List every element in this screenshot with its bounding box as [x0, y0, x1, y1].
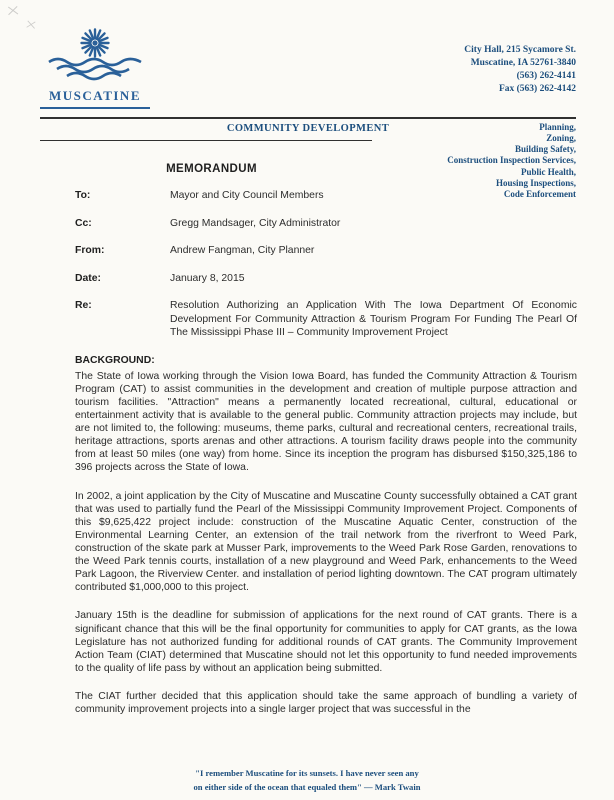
service-item: Public Health, [520, 166, 576, 177]
quote-line: on either side of the ocean that equaled them" — Mark Twain [193, 781, 421, 792]
address-line: Muscatine, IA 52761-3840 [470, 58, 576, 69]
body-paragraph: The CIAT further decided that this application should take the same approach of bundling a variety of community improvement projects into a single larger project that was successful in the [75, 691, 577, 716]
quote-line: "I remember Muscatine for its sunsets. I have never seen any [195, 768, 419, 779]
pencil-mark-icon [7, 5, 19, 17]
service-item: Code Enforcement [503, 188, 576, 199]
field-label: Re: [75, 300, 92, 312]
field-row-cc [75, 217, 577, 231]
department-divider [40, 140, 372, 141]
service-item: Zoning, [546, 133, 576, 144]
fax-line: Fax (563) 262-4142 [498, 84, 576, 95]
service-item: Building Safety, [514, 144, 576, 155]
muscatine-logo-icon [41, 28, 149, 82]
services-list [447, 122, 576, 200]
muscatine-logo [40, 28, 150, 109]
pencil-mark-icon [25, 19, 37, 31]
service-item: Housing Inspections, [495, 177, 576, 188]
address-block [464, 28, 576, 96]
phone-line: (563) 262-4141 [516, 71, 576, 82]
field-row-re [75, 299, 577, 340]
field-value: January 8, 2015 [170, 272, 245, 284]
river-waves-icon [49, 59, 141, 79]
field-label: Date: [75, 272, 101, 284]
field-value: Andrew Fangman, City Planner [170, 245, 315, 257]
letterhead [0, 0, 614, 109]
memo-body [75, 354, 577, 717]
field-value: Resolution Authorizing an Application With The Iowa Department Of Economic Development For Community Attraction & Tourism Program For Funding The Pearl Of The Mississippi Phase III – Community Improvement Project [170, 300, 577, 339]
memo-title: MEMORANDUM [166, 163, 257, 175]
field-value: Gregg Mandsager, City Administrator [170, 217, 341, 229]
logo-wordmark: MUSCATINE [49, 88, 141, 103]
field-row-date [75, 272, 577, 286]
body-paragraph: The State of Iowa working through the Vision Iowa Board, has funded the Community Attraction & Tourism Program (CAT) to assist communities in the development and creation of multiple purpose attraction and tourism facilities. "Attraction" means a permanently located recreational, cultural, educational or entertainment activity that is available to the general public. Community attraction projects may include, but are not limited to, the following: museums, theme parks, cultural and recreational centers, recreational trails, heritage attractions, sports arenas and other attractions. A tourism facility draws people into the community from at least 50 miles (one way) from home. Since its inception the program has disbursed $150,325,186 to 396 projects across the State of Iowa. [75, 370, 577, 474]
background-heading: BACKGROUND: [75, 354, 155, 366]
address-line: City Hall, 215 Sycamore St. [464, 45, 576, 55]
field-value: Mayor and City Council Members [170, 190, 324, 201]
memo-fields [75, 189, 577, 340]
body-paragraph: January 15th is the deadline for submission of applications for the next round of CAT grants. There is a significant chance that this will be the final opportunity for communities to apply for CAT grants, as the Iowa Legislature has not authorized funding for additional rounds of CAT grants. The Community Improvement Action Team (CIAT) determined that Muscatine should not let this opportunity to fund needed improvements to the quality of life pass by without an application being submitted. [75, 610, 577, 674]
department-title: COMMUNITY DEVELOPMENT [226, 123, 390, 134]
service-item: Construction Inspection Services, [447, 155, 576, 166]
field-row-from [75, 244, 577, 258]
field-label: From: [75, 245, 105, 257]
body-paragraph: In 2002, a joint application by the City of Muscatine and Muscatine County successfully obtained a CAT grant that was used to partially fund the Pearl of the Mississippi Community Improvement Project. Components of this $9,625,422 project include: construction of the Muscatine Aquatic Center, construction of the Environmental Learning Center, an extension of the trail network from the riverfront to Weed Park, construction of the skate park at Musser Park, improvements to the Weed Park Rose Garden, renovations to the Weed Park tennis courts, installation of a new playground and Weed Park, enhancements to the Weed Park Lagoon, the Riverview Center. and installation of period lighting downtown. The CAT program ultimately contributed $1,000,000 to this project. [75, 490, 577, 594]
footer-quote [0, 767, 614, 794]
service-item: Planning, [539, 122, 576, 132]
field-label: Cc: [75, 217, 92, 229]
field-label: To: [75, 190, 91, 201]
